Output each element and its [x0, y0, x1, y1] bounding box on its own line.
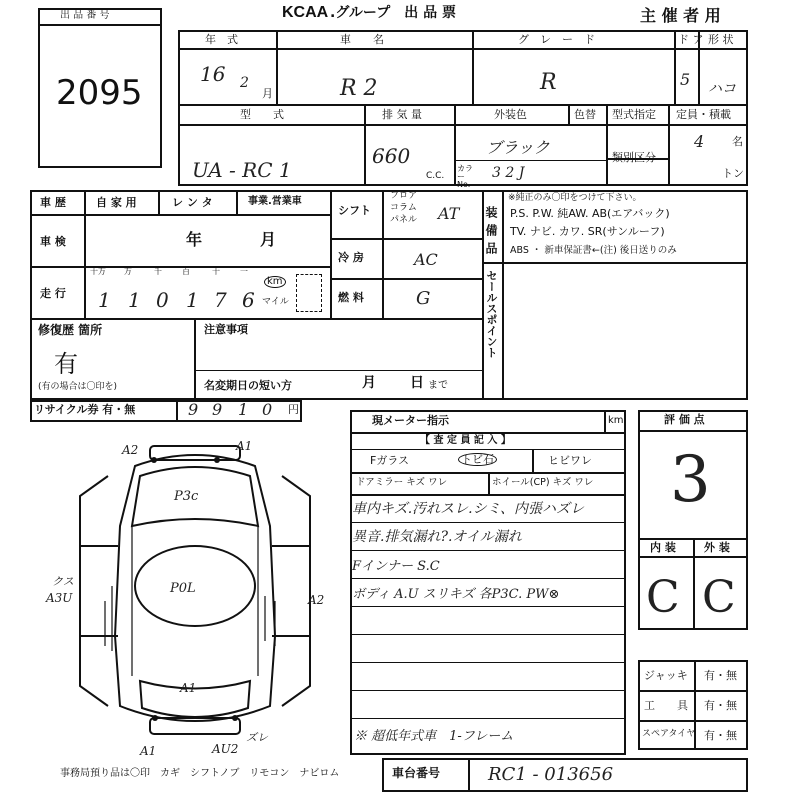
equipment-line-3: ABS ・ 新車保証書←(注) 後日送りのみ: [510, 245, 677, 256]
body-value: ハコ: [708, 81, 736, 97]
fglass-crack: ヒビワレ: [548, 454, 592, 467]
damage-mark: A2: [122, 443, 139, 457]
history-rental: レ ン タ: [172, 196, 213, 209]
car-name-label: 車 名: [340, 33, 384, 46]
model-label: 型 式: [240, 108, 284, 121]
grade-label: グ レ ー ド: [518, 33, 595, 46]
cc-unit: C.C.: [426, 171, 445, 181]
color-label: 外装色: [494, 108, 527, 121]
inspection-label: 車 検: [40, 235, 66, 248]
color-change-label: 色替: [574, 108, 596, 121]
name-change-month: 月: [362, 375, 376, 391]
grade-value: R: [540, 70, 557, 95]
repair-note: (有の場合は〇印を): [38, 382, 118, 392]
equipment-note: ※純正のみ〇印をつけて下さい。: [508, 193, 642, 203]
shift-floor: フロア: [390, 191, 418, 201]
recycle-digit-2: 9: [212, 400, 223, 419]
equipment-line-2: TV. ナビ. カワ. SR(サンルーフ): [510, 225, 665, 238]
exterior-value: C: [702, 572, 736, 623]
meter-label: 現メーター指示: [372, 414, 449, 427]
comment-line: ※ 超低年式車 1-フレーム: [354, 729, 514, 744]
comment-line: 車内キズ.汚れスレ.シミ、内張ハズレ: [352, 501, 585, 517]
damage-mark: A1: [236, 439, 253, 453]
inspection-year: 年: [186, 230, 203, 249]
color-no-value: 3 2 J: [492, 165, 525, 181]
shift-panel: パネル: [390, 215, 418, 225]
mileage-unit-mile: マイル: [262, 297, 289, 307]
comment-line: Fインナー S.C: [352, 559, 440, 574]
damage-mark: クス: [52, 575, 74, 588]
history-label: 車 歴: [40, 196, 66, 209]
fuel-value: G: [416, 288, 431, 309]
recycle-label: リサイクル券 有・無: [34, 403, 136, 416]
damage-mark: P3c: [174, 489, 199, 504]
damage-mark: A3U: [46, 591, 73, 605]
score-label: 評 価 点: [664, 413, 705, 426]
year-label: 年 式: [205, 33, 238, 46]
month-label: 月: [262, 87, 273, 100]
copy-type: 主 催 者 用: [640, 6, 721, 25]
meter-unit: km: [608, 415, 624, 426]
wheel-label: ホイール(CP) キズ ワレ: [492, 477, 594, 488]
interior-value: C: [646, 572, 680, 623]
recycle-unit: 円: [288, 403, 299, 416]
mileage-digits: 十万 万 千 百 十 一 1 1 0 1 7 6: [90, 267, 255, 312]
chassis-label: 車台番号: [392, 766, 441, 780]
car-name-value: R 2: [340, 76, 378, 101]
sales-point-label: セールスポイント: [485, 270, 498, 358]
color-no-label: カラー No.: [457, 164, 473, 189]
car-damage-diagram: [70, 436, 320, 766]
color-value: ブラック: [486, 138, 550, 157]
month-value: 2: [240, 75, 249, 91]
load-unit: トン: [722, 167, 744, 180]
inspector-section-label: 【 査 定 員 記 入 】: [420, 435, 511, 446]
doors-value: 5: [680, 70, 691, 89]
year-value: 16: [200, 62, 226, 86]
cc-label: 排 気 量: [382, 108, 422, 121]
jack-value: 有・無: [704, 669, 737, 682]
office-note: 事務局預り品は〇印 カギ シフトノブ リモコン ナビロム: [60, 768, 340, 779]
inspection-month: 月: [260, 230, 277, 249]
chassis-number: RC1 - 013656: [488, 764, 614, 785]
model-value: UA - RC 1: [192, 158, 292, 182]
repair-value: 有: [54, 350, 78, 378]
damage-mark: A1: [140, 744, 157, 758]
shift-value: AT: [438, 204, 460, 223]
equipment-label: 装備品: [484, 206, 498, 260]
damage-mark: ズレ: [246, 731, 268, 744]
capacity-label: 定員・積載: [676, 108, 731, 121]
name-change-day: 日: [410, 375, 424, 391]
shift-column: コラム: [390, 203, 417, 213]
recycle-digit-4: 0: [262, 400, 273, 419]
notes-label: 注意事項: [204, 323, 248, 336]
fuel-label: 燃 料: [338, 291, 364, 304]
history-commercial: 事業.営業車: [248, 196, 302, 207]
mileage-unit-km: km: [264, 276, 286, 288]
score-value: 3: [670, 443, 711, 517]
form-title: .グループ 出 品 票: [330, 5, 456, 21]
equipment-line-1: P.S. P.W. 純AW. AB(エアバック): [510, 207, 670, 220]
mileage-label: 走 行: [40, 287, 66, 300]
jack-label: ジャッキ: [644, 669, 688, 682]
repair-label: 修復歴 箇所: [38, 323, 103, 337]
damage-mark: A1: [180, 681, 197, 695]
spare-tire-label: スペアタイヤ: [642, 729, 696, 739]
lot-number: 2095: [56, 73, 143, 113]
tools-value: 有・無: [704, 699, 737, 712]
damage-mark: P0L: [170, 581, 196, 596]
damage-mark: A2: [308, 593, 325, 607]
comment-line: ボディ A.U スリキズ 各P3C. PW⊗: [352, 587, 560, 602]
comment-line: 異音.排気漏れ?.オイル漏れ: [352, 529, 522, 545]
aircon-label: 冷 房: [338, 251, 364, 264]
category-label: 類別区分: [612, 151, 656, 164]
body-label: 形 状: [708, 33, 734, 46]
cc-value: 660: [372, 144, 411, 168]
type-designation-label: 型式指定: [612, 108, 656, 121]
damage-mark: AU2: [212, 742, 239, 756]
mirror-label: ドアミラー キズ ワレ: [356, 477, 448, 488]
doors-label: ド ア: [678, 33, 704, 46]
history-private: 自 家 用: [96, 196, 137, 209]
recycle-digit-1: 9: [188, 400, 199, 419]
lot-number-label: 出 品 番 号: [60, 10, 110, 21]
tools-label: 工 具: [644, 699, 688, 712]
fglass-label: Fガラス: [370, 454, 409, 467]
recycle-digit-3: 1: [238, 400, 249, 419]
capacity-value: 4: [694, 132, 705, 151]
name-change-label: 名変期日の短い方: [204, 379, 292, 392]
capacity-unit: 名: [732, 135, 743, 148]
interior-label: 内 装: [650, 541, 676, 554]
spare-tire-value: 有・無: [704, 729, 737, 742]
shift-label: シフト: [338, 204, 371, 217]
exterior-label: 外 装: [704, 541, 730, 554]
fglass-chip: トビ石: [458, 453, 497, 466]
aircon-value: AC: [414, 250, 438, 269]
name-change-suffix: まで: [428, 380, 448, 391]
org-logo: KCAA: [282, 4, 329, 21]
